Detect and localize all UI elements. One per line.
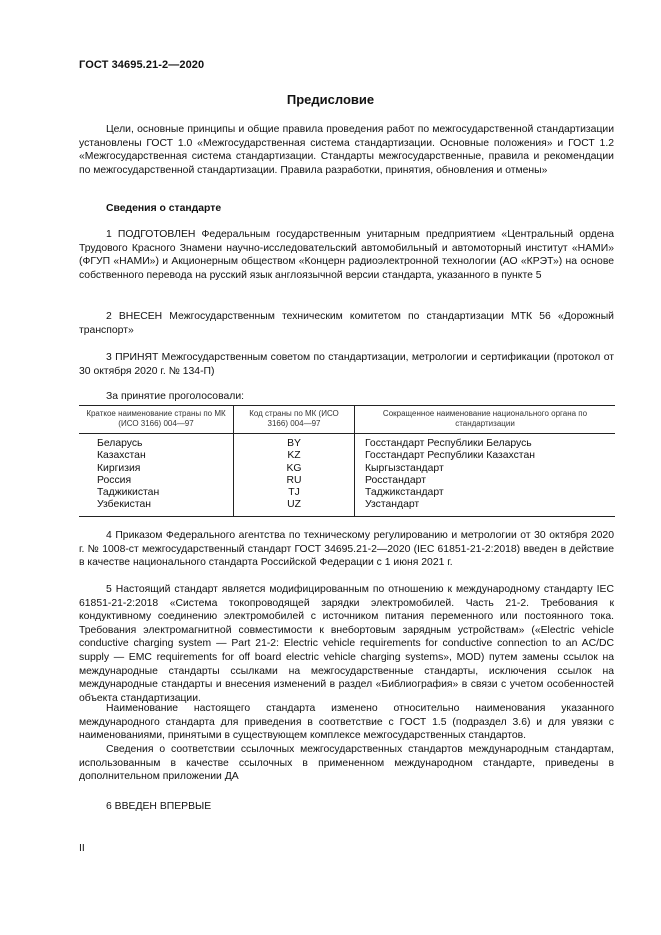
page-title: Предисловие <box>286 92 375 107</box>
column-header-code: Код страны по МК (ИСО 3166) 004—97 <box>234 406 355 434</box>
country-cell: Россия <box>97 474 132 486</box>
item-5-paragraph: 5 Настоящий стандарт является модифицированным по отношению к международному стандарту IEC 61851-21-2:2018 «Система токопроводящей зарядки электромобилей. Часть 21-2. Требования к кондуктивному соединению электромобилей с источником питания переменного или постоянного тока. Требования электромагнитной совместимости к внебортовым зарядным устройствам» («Electric vehicle conductive charging system — Part 21-2: Electric vehicle requirements for conductive connection to an AC/DC supply — EMC requirements for off board electric vehicle charging systems», MOD) путем замены ссылок на международные стандарты ссылками на межгосударственные стандарты, исключения ссылок на международные стандарты и внесения изменений в раздел «Библиография» в связи с учетом особенностей объекта стандартизации. <box>79 584 614 704</box>
code-cell: TJ <box>234 487 355 499</box>
page-number: II <box>79 843 85 854</box>
country-cell: Киргизия <box>97 462 141 474</box>
country-cell: Беларусь <box>97 438 143 449</box>
code-cell: RU <box>234 475 355 487</box>
item-5-second-paragraph: Наименование настоящего стандарта изменено относительно наименования указанного международного стандарта для приведения в соответствие с ГОСТ 1.5 (подраздел 3.6) и для увязки с наименованиями, принятыми в существующем комплексе межгосударственных стандартов. <box>79 703 614 742</box>
code-cell: BY <box>234 434 355 451</box>
body-cell: Узстандарт <box>355 499 616 516</box>
intro-paragraph: Цели, основные принципы и общие правила проведения работ по межгосударственной стандартизации установлены ГОСТ 1.0 «Межгосударственная система стандартизации. Основные положения» и ГОСТ 1.2 «Межгосударственная система стандартизации. Стандарты межгосударственные, правила и рекомендации по межгосударственной стандартизации. Правила разработки, принятия, обновления и отмены» <box>79 124 614 176</box>
item-1-paragraph: 1 ПОДГОТОВЛЕН Федеральным государственным унитарным предприятием «Центральный ордена Трудового Красного Знамени научно-исследовательский автомобильный и автомоторный институт «НАМИ» (ФГУП «НАМИ») и Акционерным обществом «Концерн радиоэлектронной технологии (АО «КРЭТ») на основе собственного перевода на русский язык англоязычной версии стандарта, указанного в пункте 5 <box>79 229 614 281</box>
body-cell: Госстандарт Республики Казахстан <box>365 450 535 462</box>
item-2-paragraph: 2 ВНЕСЕН Межгосударственным техническим комитетом по стандартизации МТК 56 «Дорожный транспорт» <box>79 311 614 336</box>
table-header-row <box>79 406 615 434</box>
country-cell: Таджикистан <box>97 487 160 499</box>
table-row <box>79 475 615 487</box>
item-6-paragraph: 6 ВВЕДЕН ВПЕРВЫЕ <box>106 801 212 812</box>
item-5-third-paragraph: Сведения о соответствии ссылочных межгосударственных стандартов международным стандартам, использованным в качестве ссылочных в примененном международном стандарте, приведены в дополнительном приложении ДА <box>79 744 614 783</box>
document-code-header: ГОСТ 34695.21-2—2020 <box>79 59 205 71</box>
table-row <box>79 450 615 462</box>
code-cell: KZ <box>234 450 355 462</box>
country-cell: Казахстан <box>97 450 146 462</box>
country-cell: Узбекистан <box>79 499 234 516</box>
code-cell: KG <box>234 463 355 475</box>
table-row <box>79 463 615 475</box>
body-cell: Таджикстандарт <box>365 487 444 499</box>
voting-countries-table <box>79 405 615 517</box>
votes-label: За принятие проголосовали: <box>106 391 245 402</box>
column-header-country: Краткое наименование страны по МК (ИСО 3166) 004—97 <box>79 406 234 434</box>
body-cell: Росстандарт <box>365 474 426 486</box>
column-header-body: Сокращенное наименование национального органа по стандартизации <box>355 406 616 434</box>
table-row <box>79 487 615 499</box>
table-row <box>79 499 615 516</box>
body-cell: Кыргызстандарт <box>365 462 444 474</box>
code-cell: UZ <box>234 499 355 516</box>
section-heading: Сведения о стандарте <box>106 203 222 214</box>
item-3-paragraph: 3 ПРИНЯТ Межгосударственным советом по стандартизации, метрологии и сертификации (протокол от 30 октября 2020 г. № 134-П) <box>79 352 614 377</box>
item-4-paragraph: 4 Приказом Федерального агентства по техническому регулированию и метрологии от 30 октября 2020 г. № 1008-ст межгосударственный стандарт ГОСТ 34695.21-2—2020 (IEC 61851-21-2:2018) введен в действие в качестве национального стандарта Российской Федерации с 1 июня 2021 г. <box>79 530 614 569</box>
table-row <box>79 434 615 451</box>
body-cell: Госстандарт Республики Беларусь <box>365 438 532 449</box>
